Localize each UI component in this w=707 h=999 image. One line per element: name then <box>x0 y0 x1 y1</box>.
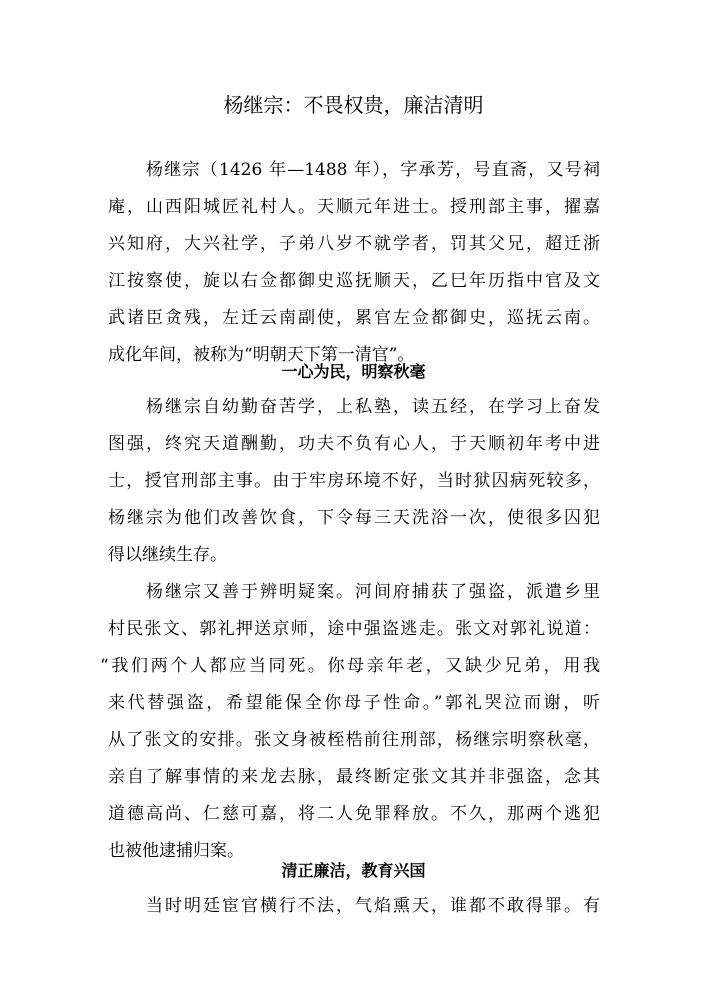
paragraph-line: 杨继宗为他们改善饮食，下令每三天洗浴一次，使很多囚犯 <box>108 508 600 528</box>
intro-line: 成化年间，被称为“明朝天下第一清官”。 <box>108 345 415 365</box>
paragraph-line: 图强，终究天道酬勤，功夫不负有心人，于天顺初年考中进 <box>108 434 600 454</box>
paragraph-line: 来代替强盗，希望能保全你母子性命。”郭礼哭泣而谢，听 <box>108 693 600 713</box>
paragraph-line: 杨继宗自幼勤奋苦学，上私塾，读五经，在学习上奋发 <box>146 397 600 417</box>
intro-line: 兴知府，大兴社学，子弟八岁不就学者，罚其父兄，超迁浙 <box>108 234 600 254</box>
paragraph-line: 村民张文、郭礼押送京师，途中强盗逃走。张文对郭礼说道： <box>108 619 600 639</box>
paragraph-line: “我们两个人都应当同死。你母亲年老，又缺少兄弟，用我 <box>100 656 600 676</box>
paragraph-line: 士，授官刑部主事。由于牢房环境不好，当时狱囚病死较多， <box>108 471 600 491</box>
paragraph-line: 亲自了解事情的来龙去脉，最终断定张文其并非强盗，念其 <box>108 767 600 787</box>
paragraph-line: 道德高尚、仁慈可嘉，将二人免罪释放。不久，那两个逃犯 <box>108 804 600 824</box>
intro-line: 江按察使，旋以右佥都御史巡抚顺天，乙巳年历指中官及文 <box>108 271 600 291</box>
paragraph-line: 杨继宗又善于辨明疑案。河间府捕获了强盗，派遣乡里 <box>146 582 600 602</box>
paragraph-line: 得以继续生存。 <box>108 545 227 565</box>
intro-line: 杨继宗（1426 年—1488 年），字承芳，号直斋，又号祠 <box>146 160 600 180</box>
intro-line: 庵，山西阳城匠礼村人。天顺元年进士。授刑部主事，擢嘉 <box>108 197 600 217</box>
paragraph-line: 当时明廷宦官横行不法，气焰熏天，谁都不敢得罪。有 <box>146 896 600 916</box>
document-title: 杨继宗：不畏权贵，廉洁清明 <box>223 93 484 117</box>
paragraph-line: 也被他逮捕归案。 <box>108 841 244 861</box>
section-heading: 清正廉洁，教育兴国 <box>281 861 426 880</box>
intro-line: 武诸臣贪残，左迁云南副使，累官左佥都御史，巡抚云南。 <box>108 308 600 328</box>
paragraph-line: 从了张文的安排。张文身被桎梏前往刑部，杨继宗明察秋毫， <box>108 730 600 750</box>
section-heading: 一心为民，明察秋毫 <box>281 362 426 381</box>
